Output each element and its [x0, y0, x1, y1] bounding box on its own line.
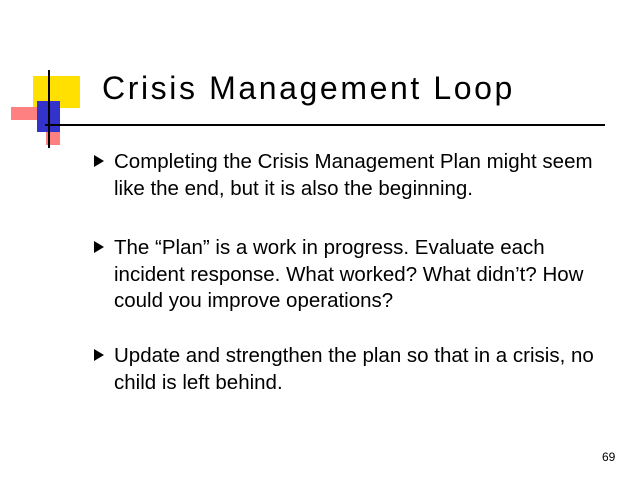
bullet-square-icon	[94, 241, 104, 253]
page-number: 69	[602, 450, 616, 464]
bullet-item-2: The “Plan” is a work in progress. Evaluate each incident response. What worked? What didn’t? How could you improve operations?	[114, 236, 584, 312]
bullet-square-icon	[94, 349, 104, 361]
bullet-square-icon	[94, 155, 104, 167]
bullet-item-1: Completing the Crisis Management Plan might seem like the end, but it is also the beginning.	[114, 150, 593, 200]
slide-title: Crisis Management Loop	[102, 70, 515, 106]
bullet-item-3: Update and strengthen the plan so that in a crisis, no child is left behind.	[114, 344, 594, 394]
